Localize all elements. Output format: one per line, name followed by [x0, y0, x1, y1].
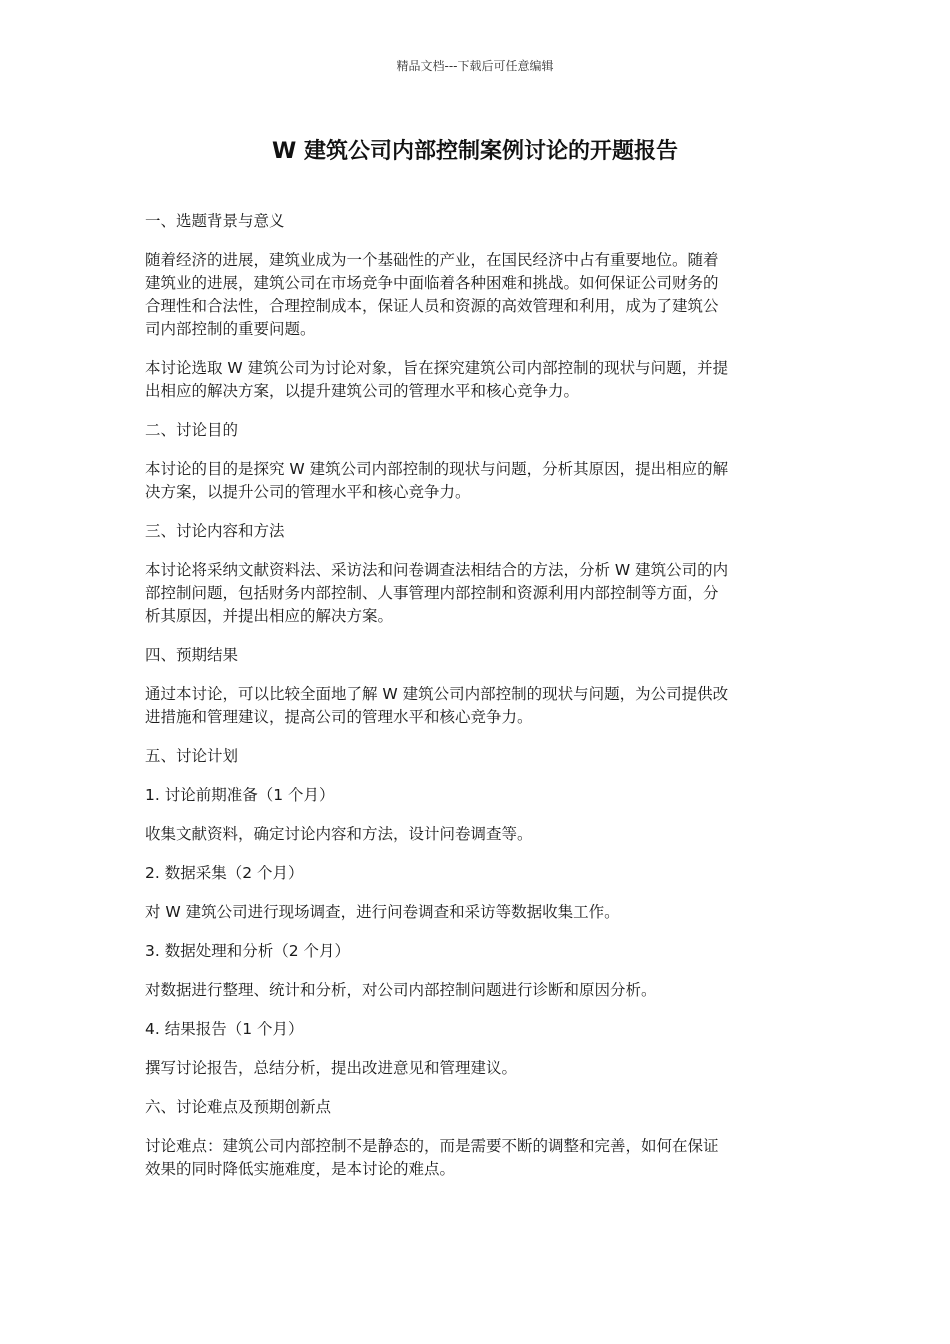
text-line: 进措施和管理建议，提高公司的管理水平和核心竞争力。 [145, 708, 533, 726]
paragraph [145, 823, 805, 846]
document-body [145, 210, 805, 1181]
text-line: 合理性和合法性，合理控制成本，保证人员和资源的高效管理和利用，成为了建筑公 [145, 297, 719, 315]
text-line: 决方案，以提升公司的管理水平和核心竞争力。 [145, 483, 471, 501]
text-line: 收集文献资料，确定讨论内容和方法，设计问卷调查等。 [145, 825, 533, 843]
text-line: 本讨论的目的是探究 W 建筑公司内部控制的现状与问题，分析其原因，提出相应的解 [145, 460, 729, 478]
text-line: 1. 讨论前期准备（1 个月） [145, 786, 335, 804]
text-line: 司内部控制的重要问题。 [145, 320, 316, 338]
paragraph [145, 784, 805, 807]
paragraph [145, 745, 805, 768]
text-line: 建筑业的进展，建筑公司在市场竞争中面临着各种困难和挑战。如何保证公司财务的 [145, 274, 719, 292]
text-line: 五、讨论计划 [145, 747, 239, 765]
paragraph [145, 1135, 805, 1181]
paragraph [145, 1057, 805, 1080]
text-line: 2. 数据采集（2 个月） [145, 864, 304, 882]
paragraph [145, 559, 805, 628]
text-line: 出相应的解决方案，以提升建筑公司的管理水平和核心竞争力。 [145, 382, 580, 400]
header-note: 精品文档---下载后可任意编辑 [396, 59, 554, 73]
paragraph [145, 901, 805, 924]
paragraph [145, 1018, 805, 1041]
text-line: 4. 结果报告（1 个月） [145, 1020, 304, 1038]
text-line: 3. 数据处理和分析（2 个月） [145, 942, 351, 960]
paragraph [145, 979, 805, 1002]
text-line: 本讨论选取 W 建筑公司为讨论对象，旨在探究建筑公司内部控制的现状与问题，并提 [145, 359, 729, 377]
paragraph [145, 458, 805, 504]
text-line: 效果的同时降低实施难度，是本讨论的难点。 [145, 1160, 456, 1178]
text-line: 对 W 建筑公司进行现场调查，进行问卷调查和采访等数据收集工作。 [145, 903, 620, 921]
text-line: 撰写讨论报告，总结分析，提出改进意见和管理建议。 [145, 1059, 518, 1077]
text-line: 随着经济的进展，建筑业成为一个基础性的产业，在国民经济中占有重要地位。随着 [145, 251, 719, 269]
paragraph [145, 520, 805, 543]
text-line: 三、讨论内容和方法 [145, 522, 285, 540]
paragraph [145, 940, 805, 963]
paragraph [145, 419, 805, 442]
paragraph [145, 357, 805, 403]
text-line: 四、预期结果 [145, 646, 239, 664]
paragraph [145, 683, 805, 729]
paragraph [145, 1096, 805, 1119]
paragraph [145, 210, 805, 233]
text-line: 讨论难点：建筑公司内部控制不是静态的，而是需要不断的调整和完善，如何在保证 [145, 1137, 719, 1155]
paragraph [145, 249, 805, 341]
text-line: 二、讨论目的 [145, 421, 239, 439]
text-line: 析其原因，并提出相应的解决方案。 [145, 607, 394, 625]
text-line: 部控制问题，包括财务内部控制、人事管理内部控制和资源利用内部控制等方面，分 [145, 584, 719, 602]
text-line: 六、讨论难点及预期创新点 [145, 1098, 332, 1116]
text-line: 本讨论将采纳文献资料法、采访法和问卷调查法相结合的方法，分析 W 建筑公司的内 [145, 561, 729, 579]
document-title: W 建筑公司内部控制案例讨论的开题报告 [272, 139, 678, 164]
paragraph [145, 862, 805, 885]
text-line: 对数据进行整理、统计和分析，对公司内部控制问题进行诊断和原因分析。 [145, 981, 657, 999]
paragraph [145, 644, 805, 667]
text-line: 一、选题背景与意义 [145, 212, 285, 230]
text-line: 通过本讨论，可以比较全面地了解 W 建筑公司内部控制的现状与问题，为公司提供改 [145, 685, 729, 703]
